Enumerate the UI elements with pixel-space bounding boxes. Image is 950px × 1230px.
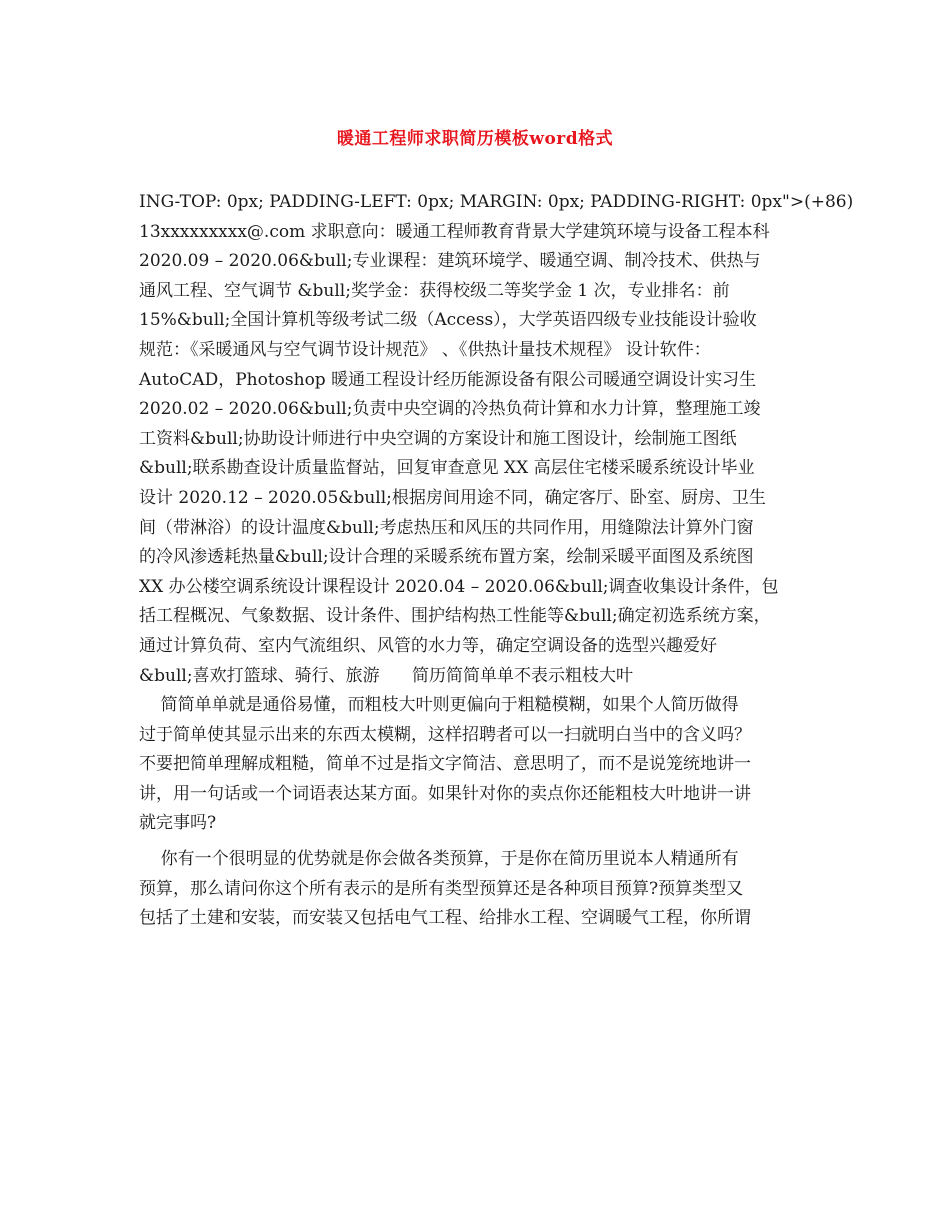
- text-line: 的冷风渗透耗热量&bull;设计合理的采暖系统布置方案，绘制采暖平面图及系统图: [139, 547, 754, 568]
- text-line: 间（带淋浴）的设计温度&bull;考虑热压和风压的共同作用，用缝隙法计算外门窗: [139, 517, 754, 538]
- simplicity-paragraph: [139, 691, 817, 839]
- text-line: 15%&bull;全国计算机等级考试二级（Access），大学英语四级专业技能设计验收: [139, 310, 757, 331]
- text-line: 设计 2020.12 – 2020.05&bull;根据房间用途不同，确定客厅、卧室、厨房、卫生: [139, 487, 766, 508]
- text-line: 讲，用一句话或一个词语表达某方面。如果针对你的卖点你还能粗枝大叶地讲一讲: [139, 783, 751, 804]
- text-line: 2020.02 – 2020.06&bull;负责中央空调的冷热负荷计算和水力计算，整理施工竣: [139, 399, 761, 420]
- text-line: 过于简单使其显示出来的东西太模糊，这样招聘者可以一扫就明白当中的含义吗？: [139, 724, 751, 745]
- text-line: 就完事吗?: [139, 813, 217, 834]
- text-line: 13xxxxxxxxx@.com 求职意向：暖通工程师教育背景大学建筑环境与设备工程本科: [139, 221, 770, 242]
- text-line: 括工程概况、气象数据、设计条件、围护结构热工性能等&bull;确定初选系统方案，: [139, 606, 771, 627]
- text-line: 2020.09 – 2020.06&bull;专业课程：建筑环境学、暖通空调、制冷技术、供热与: [139, 251, 761, 272]
- budget-advantage-paragraph: [139, 845, 817, 934]
- text-line: 不要把简单理解成粗糙，简单不过是指文字简洁、意思明了，而不是说笼统地讲一: [139, 754, 751, 775]
- text-line: ING-TOP: 0px; PADDING-LEFT: 0px; MARGIN: 0px; PADDING-RIGHT: 0px">(+86): [139, 192, 854, 212]
- text-line: 工资料&bull;协助设计师进行中央空调的方案设计和施工图设计，绘制施工图纸: [139, 428, 737, 449]
- text-line: XX 办公楼空调系统设计课程设计 2020.04 – 2020.06&bull;调查收集设计条件，包: [139, 576, 779, 597]
- text-line: 预算，那么请问你这个所有表示的是所有类型预算还是各种项目预算?预算类型又: [139, 878, 744, 899]
- text-line: 通风工程、空气调节 &bull;奖学金：获得校级二等奖学金 1 次，专业排名：前: [139, 280, 730, 301]
- text-line: 规范：《采暖通风与空气调节设计规范》 、《供热计量技术规程》 设计软件：: [139, 339, 711, 360]
- text-line: 简简单单就是通俗易懂，而粗枝大叶则更偏向于粗糙模糊，如果个人简历做得: [139, 695, 739, 716]
- resume-info-paragraph: [139, 188, 854, 691]
- text-line: 包括了土建和安装，而安装又包括电气工程、给排水工程、空调暖气工程，你所谓: [139, 908, 751, 929]
- text-line: 你有一个很明显的优势就是你会做各类预算，于是你在简历里说本人精通所有: [139, 849, 739, 870]
- text-line: &bull;联系勘查设计质量监督站，回复审查意见 XX 高层住宅楼采暖系统设计毕业: [139, 458, 755, 479]
- document-title: 暖通工程师求职简历模板word格式: [336, 129, 614, 149]
- text-line: AutoCAD，Photoshop 暖通工程设计经历能源设备有限公司暖通空调设计实习生: [139, 369, 757, 390]
- document-body: [139, 188, 854, 934]
- text-line: 通过计算负荷、室内气流组织、风管的水力等，确定空调设备的选型兴趣爱好: [139, 635, 717, 656]
- text-line: &bull;喜欢打篮球、骑行、旅游 简历简简单单不表示粗枝大叶: [139, 665, 633, 686]
